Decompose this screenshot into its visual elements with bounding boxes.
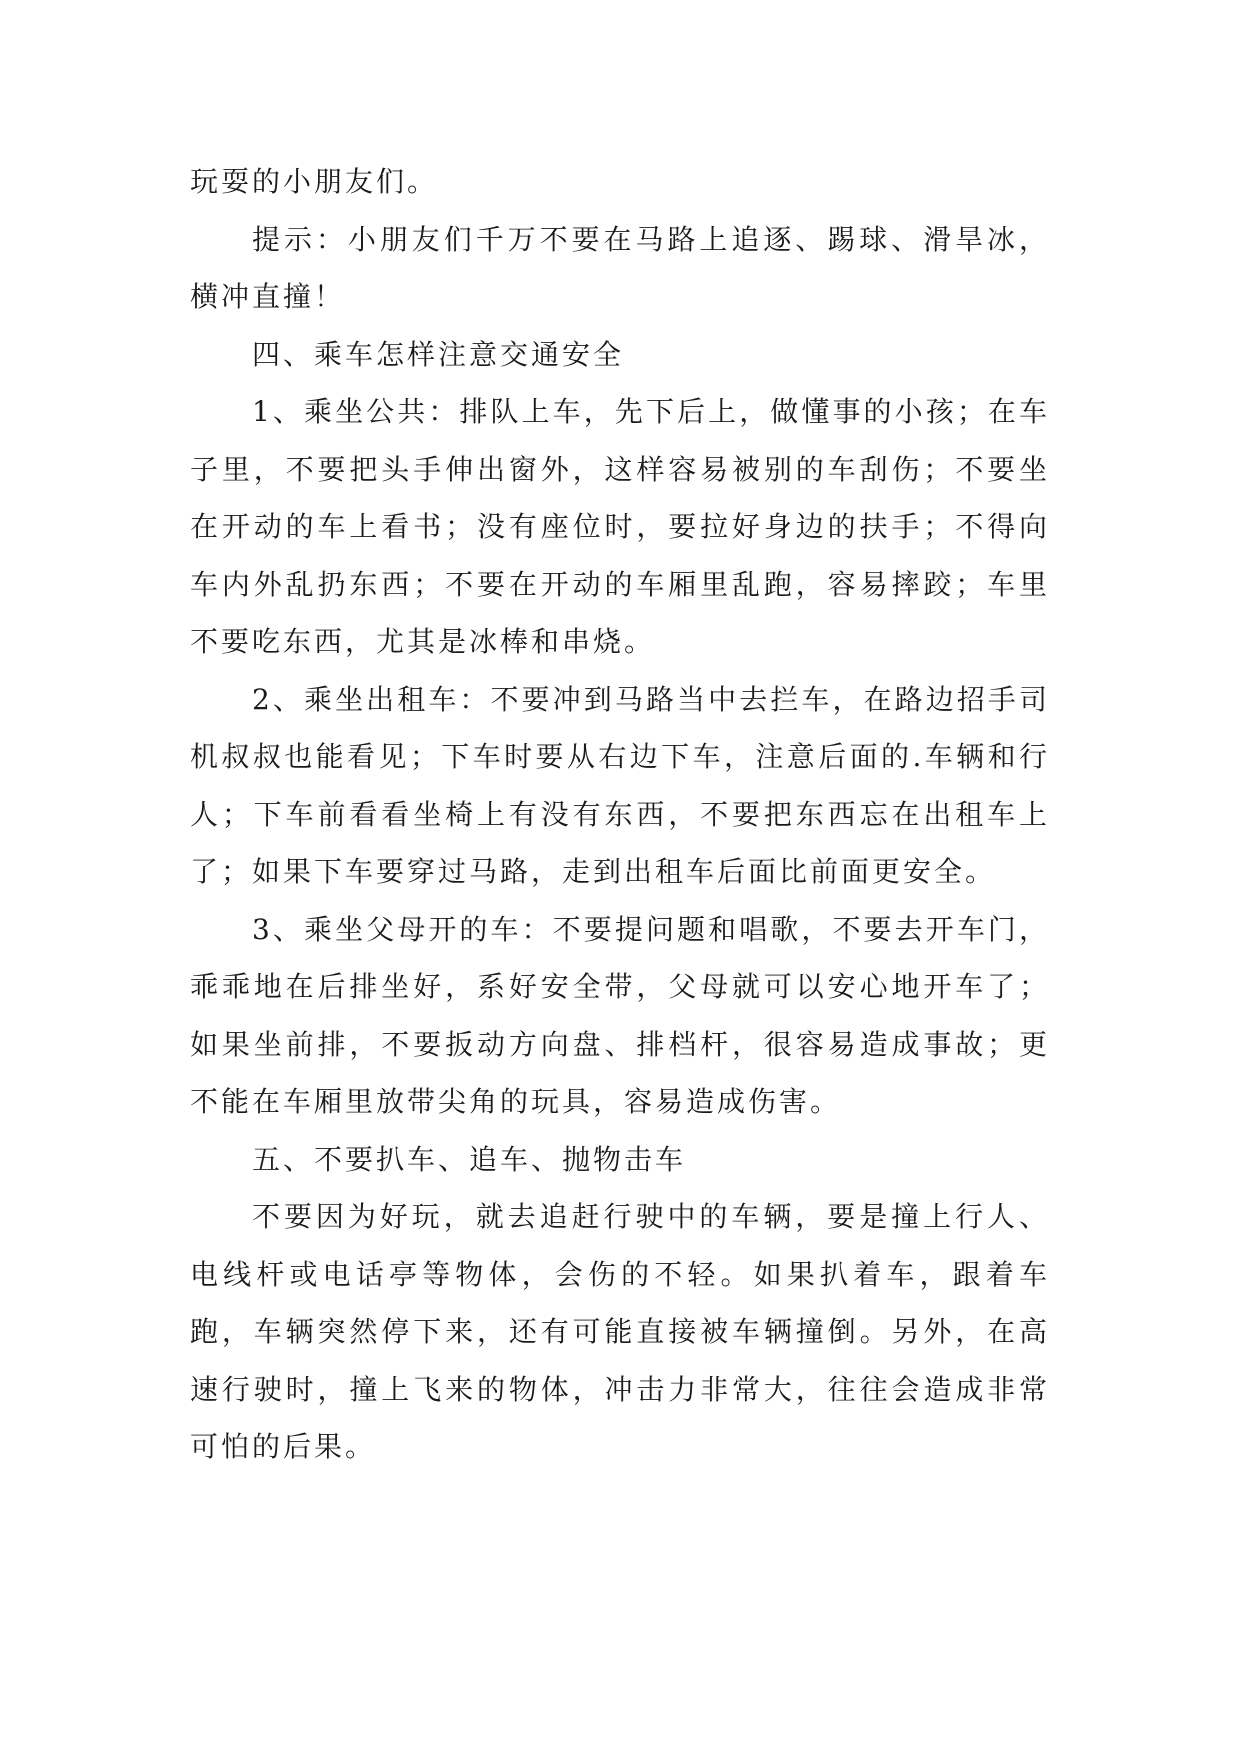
paragraph: 不要因为好玩，就去追赶行驶中的车辆，要是撞上行人、电线杆或电话亭等物体，会伤的不轻。如果扒着车，跟着车跑，车辆突然停下来，还有可能直接被车辆撞倒。另外，在高速行驶时，撞上飞来的物体，冲击力非常大，往往会造成非常可怕的后果。 <box>190 1200 1050 1463</box>
paragraph-tip: 提示：小朋友们千万不要在马路上追逐、踢球、滑旱冰，横冲直撞！ <box>190 222 1050 313</box>
section-heading: 四、乘车怎样注意交通安全 <box>252 337 625 371</box>
paragraph: 3、乘坐父母开的车：不要提问题和唱歌，不要去开车门，乖乖地在后排坐好，系好安全带，父母就可以安心地开车了；如果坐前排，不要扳动方向盘、排档杆，很容易造成事故；更不能在车厢里放带尖角的玩具，容易造成伤害。 <box>190 912 1050 1118</box>
section-heading: 五、不要扒车、追车、抛物击车 <box>252 1142 687 1176</box>
paragraph: 2、乘坐出租车：不要冲到马路当中去拦车，在路边招手司机叔叔也能看见；下车时要从右边下车，注意后面的.车辆和行人；下车前看看坐椅上有没有东西，不要把东西忘在出租车上了；如果下车要穿过马路，走到出租车后面比前面更安全。 <box>190 682 1050 888</box>
paragraph: 玩耍的小朋友们。 <box>190 165 439 198</box>
paragraph: 1、乘坐公共：排队上车，先下后上，做懂事的小孩；在车子里，不要把头手伸出窗外，这样容易被别的车刮伤；不要坐在开动的车上看书；没有座位时，要拉好身边的扶手；不得向车内外乱扔东西；不要在开动的车厢里乱跑，容易摔跤；车里不要吃东西，尤其是冰棒和串烧。 <box>190 395 1050 658</box>
body-text <box>190 153 1050 1476</box>
